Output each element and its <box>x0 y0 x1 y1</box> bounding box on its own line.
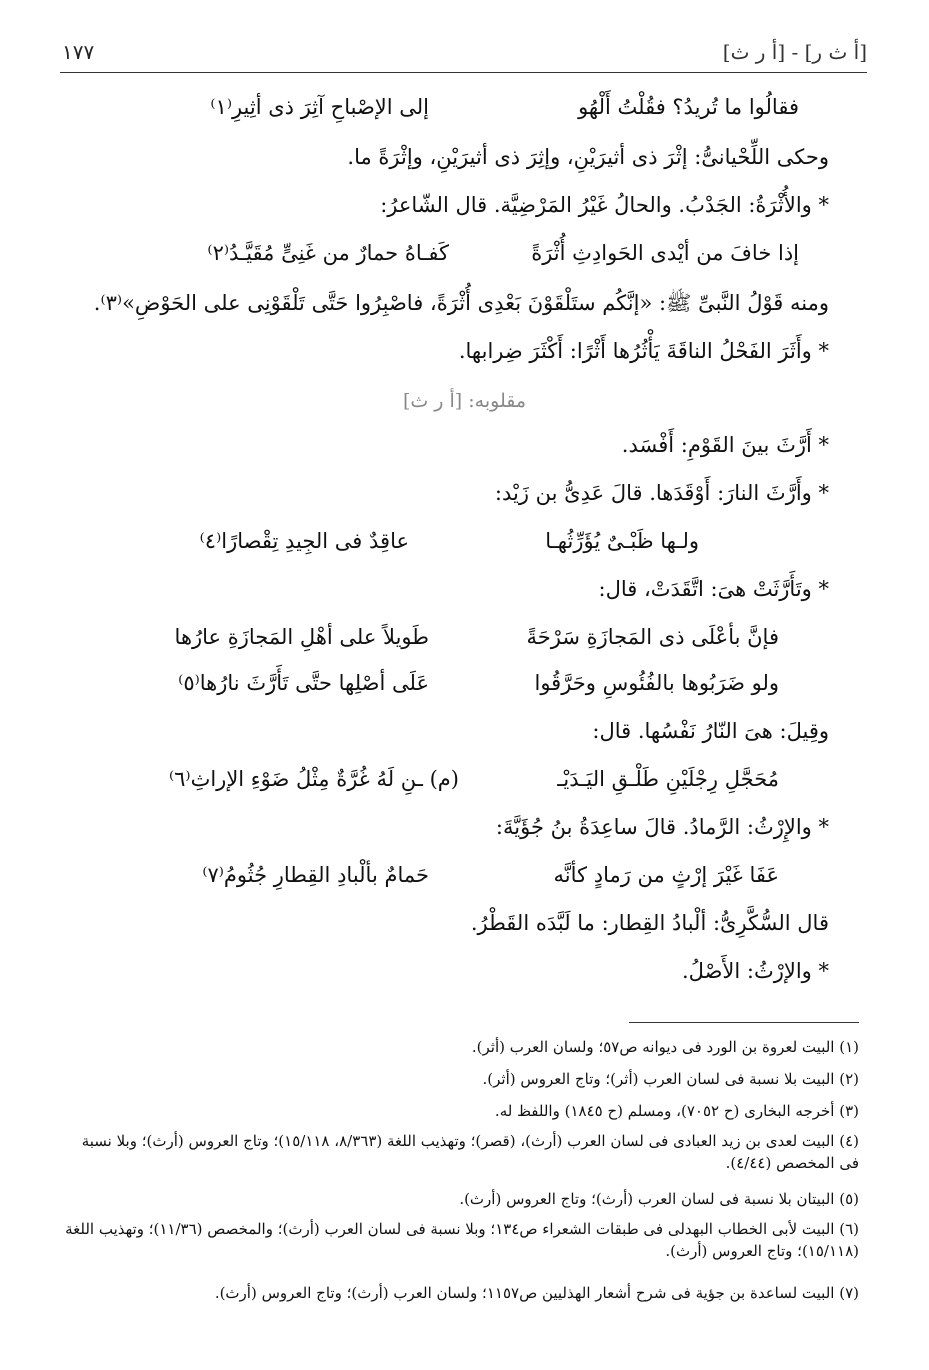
verse-4-second-hemistich: طَويلاً على أهْلِ المَجازَةِ عارُها <box>174 625 429 649</box>
verse-1-first-hemistich: فقالُوا ما تُريدُ؟ فقُلْتُ أَلْهُو <box>578 95 799 119</box>
verse-7-second-hemistich: حَمامٌ بألْبادِ القِطارِ جُثُومُ⁽٧⁾ <box>202 863 429 887</box>
footnote-rule <box>629 1022 859 1023</box>
verse-7-first-hemistich: عَفَا غَيْرَ إرْثٍ من رَمادٍ كأنَّه <box>553 863 779 887</box>
verse-2-second-hemistich: كَفـاهُ حمارٌ من غَنِىٍّ مُقَيَّـدُ⁽٢⁾ <box>207 241 449 265</box>
verse-5-second-hemistich: عَلَى أصْلِها حتَّى تَأَرَّثَ نارُها⁽٥⁾ <box>178 671 429 695</box>
verse-3-first-hemistich: ولـها ظَبْـىٌ يُؤَرِّثُهـا <box>545 529 699 553</box>
verse-4-first-hemistich: فإنَّ بأعْلَى ذى المَجازَةِ سَرْحَةً <box>526 625 779 649</box>
text-line-1: وحكى اللِّحْيانىُّ: إثْرَ ذى أثيرَيْنِ، وإثِرَ ذى أثيرَيْنِ، وإثْرَةً ما. <box>347 145 829 169</box>
footnote-3: (٣) أخرجه البخارى (ح ٧٠٥٢)، ومسلم (ح ١٨٤٥) واللفظ له. <box>494 1102 859 1120</box>
text-line-3: ومنه قَوْلُ النَّبىِّ ﷺ: «إنَّكُم ستَلْقَوْنَ بَعْدِى أُثْرَةً، فاصْبِرُوا حَتَّى تَلْقَوْنِى على الحَوْضِ»⁽٣⁾. <box>93 291 829 315</box>
section-subheading: مقلوبه: [أ ر ث] <box>402 390 527 412</box>
page-number: ١٧٧ <box>62 40 95 64</box>
root-label: [أ ث ر] - [أ ر ث] <box>722 40 867 64</box>
text-line-5: * أَرَّثَ بينَ القَوْمِ: أَفْسَد. <box>621 433 829 457</box>
footnote-7: (٧) البيت لساعدة بن جؤية فى شرح أشعار الهذليين ص١١٥٧؛ ولسان العرب (أرث)؛ وتاج العروس (أرث). <box>214 1284 859 1302</box>
footnote-4: (٤) البيت لعدى بن زيد العبادى فى لسان العرب (أرث)، (قصر)؛ وتهذيب اللغة (٨/٣٦٣، ١٥/١١٨)؛ وتاج العروس (أرث)؛ وبلا نسبة فى المخصص (٤/٤٤). <box>81 1132 859 1172</box>
verse-6-second-hemistich: (م) ـنِ لَهُ غُرَّةٌ مِثْلُ ضَوْءِ الإراثِ⁽٦⁾ <box>168 767 459 791</box>
verse-6-first-hemistich: مُحَجَّلِ رِجْلَيْنِ طَلْـقِ اليَـدَيْـ <box>557 767 779 791</box>
text-line-9: * والإِرْثُ: الرَّمادُ. قالَ ساعِدَةُ بنُ جُؤَيَّةَ: <box>495 815 829 839</box>
text-line-6: * وأَرَّثَ النارَ: أَوْقَدَها. قالَ عَدِىُّ بن زَيْد: <box>494 481 829 505</box>
text-line-4: * وأَثَرَ الفَحْلُ الناقَةَ يَأْثُرُها أَثْرًا: أَكْثَرَ ضِرابها. <box>458 339 829 363</box>
text-line-8: وقِيلَ: هىَ النّارُ نَفْسُها. قال: <box>592 719 829 743</box>
footnote-2: (٢) البيت بلا نسبة فى لسان العرب (أثر)؛ وتاج العروس (أثر). <box>482 1070 859 1088</box>
text-line-7: * وتَأَرَّثَتْ هىَ: اتَّقَدَتْ، قال: <box>598 577 829 601</box>
footnote-6: (٦) البيت لأبى الخطاب البهدلى فى طبقات الشعراء ص١٣٤؛ وبلا نسبة فى لسان العرب (أرث)؛ والمخصص (١١/٣٦)؛ وتهذيب اللغة (١٥/١١٨)؛ وتاج العروس (أرث). <box>65 1220 859 1260</box>
verse-3-second-hemistich: عاقِدٌ فى الجِيدِ تِقْصارًا⁽٤⁾ <box>199 529 409 553</box>
text-line-11: * والإرْثُ: الأَصْلُ. <box>681 959 829 983</box>
header-rule <box>60 72 867 73</box>
footnote-5: (٥) البيتان بلا نسبة فى لسان العرب (أرث)؛ وتاج العروس (أرث). <box>459 1190 859 1208</box>
verse-1-second-hemistich: إلى الإصْباحِ آثِرَ ذى أثِيرِ⁽١⁾ <box>210 95 429 119</box>
verse-2-first-hemistich: إذا خافَ من أيْدى الحَوادِثِ أُثْرَةً <box>531 241 799 265</box>
text-line-2: * والأُثْرَةُ: الجَدْبُ. والحالُ غَيْرُ المَرْضِيَّة. قال الشّاعرُ: <box>380 193 829 217</box>
footnote-1: (١) البيت لعروة بن الورد فى ديوانه ص٥٧؛ ولسان العرب (أثر). <box>471 1038 859 1056</box>
text-line-10: قال السُّكَّرِىُّ: ألْبادُ القِطار: ما لَبَّدَه القَطْرُ. <box>470 911 829 935</box>
verse-5-first-hemistich: ولو ضَرَبُوها بالفُئُوسِ وحَرَّقُوا <box>534 671 779 695</box>
